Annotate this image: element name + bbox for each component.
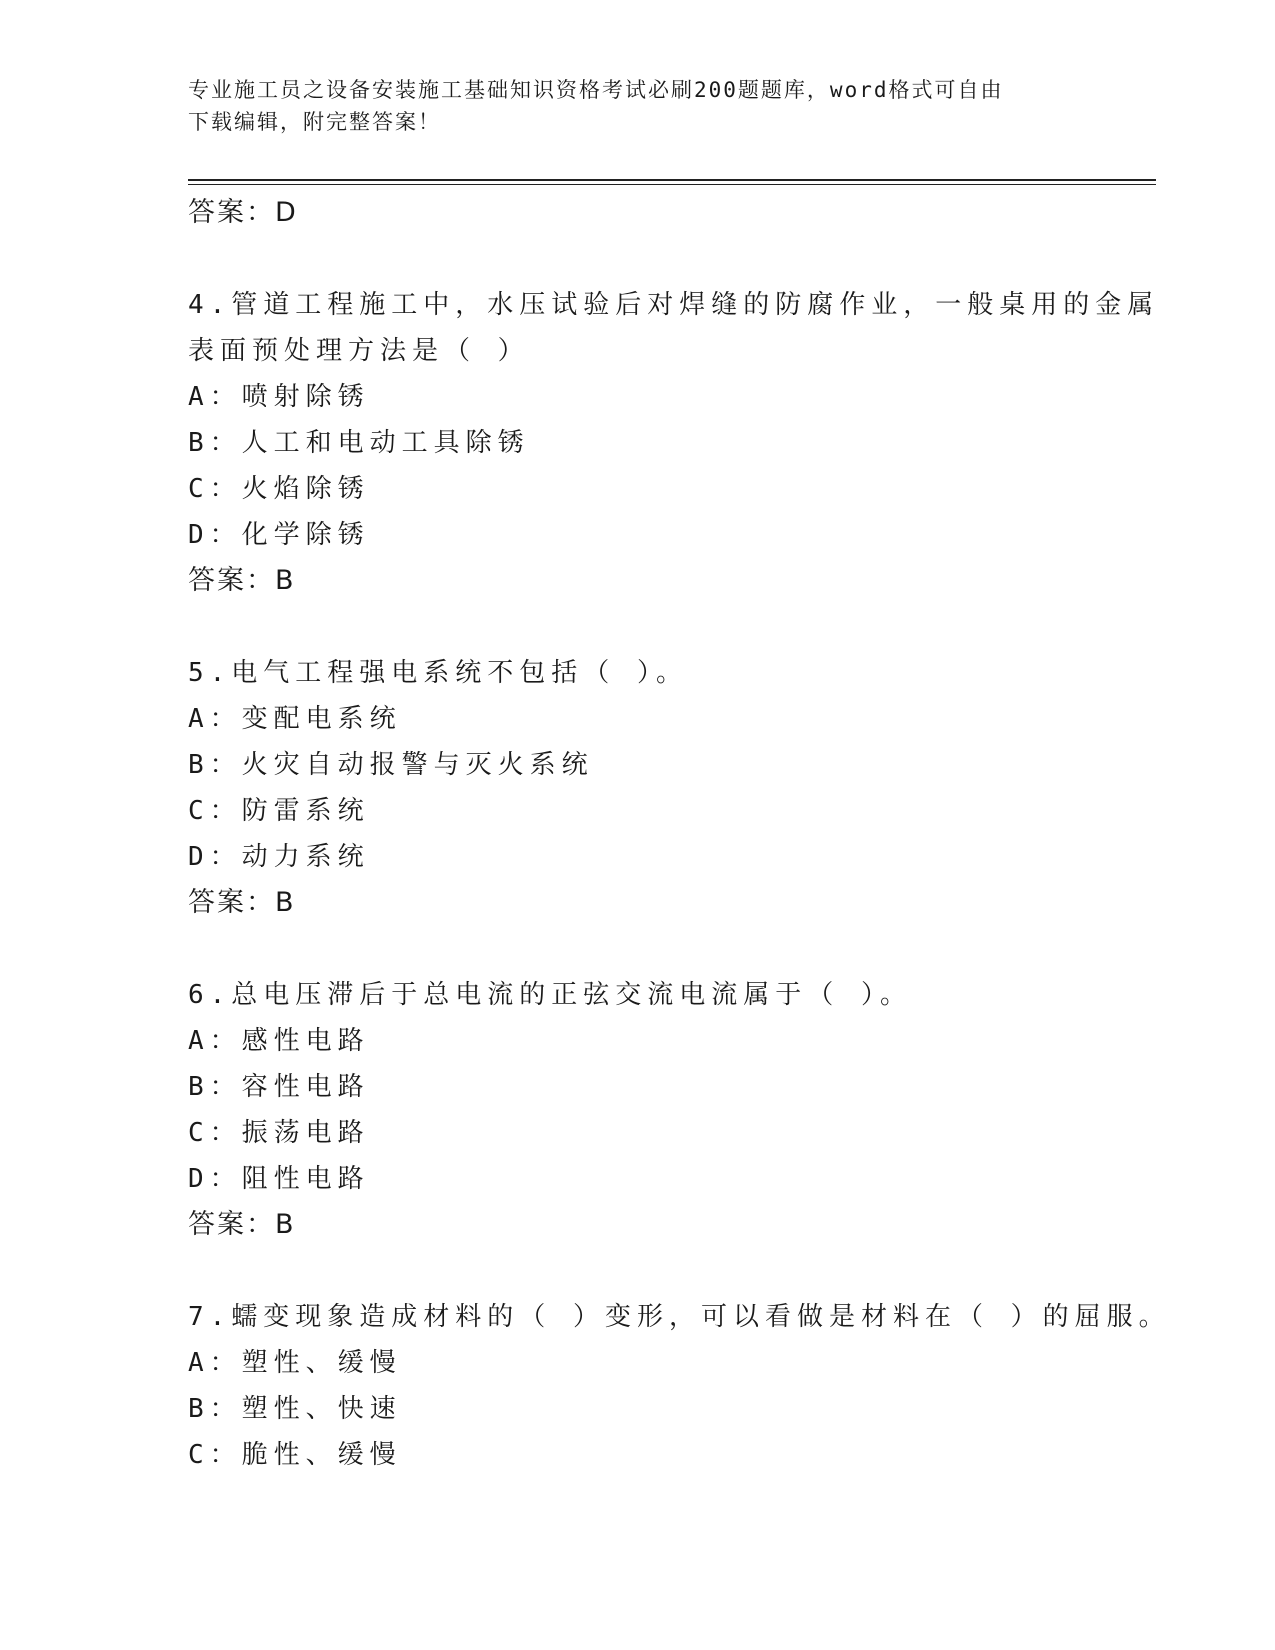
answer: 答案：B <box>188 565 296 596</box>
option-d: D：化学除锈 <box>188 520 370 550</box>
question-stem-line: 4.管道工程施工中，水压试验后对焊缝的防腐作业，一般桌用的金属 <box>188 290 1160 320</box>
question-stem-line: 表面预处理方法是（ ） <box>188 336 530 366</box>
option-a: A：变配电系统 <box>188 704 402 734</box>
question-stem-line: 5.电气工程强电系统不包括（ ）。 <box>188 658 688 688</box>
option-c: C：防雷系统 <box>188 796 370 826</box>
document-header <box>188 74 1088 138</box>
spacer <box>188 236 1088 282</box>
option-b: B：人工和电动工具除锈 <box>188 428 530 458</box>
spacer <box>188 1248 1088 1294</box>
option-d: D：动力系统 <box>188 842 370 872</box>
header-line-2: 下载编辑，附完整答案！ <box>188 110 441 134</box>
option-b: B：容性电路 <box>188 1072 370 1102</box>
question-stem-line: 6.总电压滞后于总电流的正弦交流电流属于（ ）。 <box>188 980 912 1010</box>
question-block <box>188 650 1088 926</box>
option-c: C：火焰除锈 <box>188 474 370 504</box>
document-body <box>188 190 1171 1478</box>
option-c: C：振荡电路 <box>188 1118 370 1148</box>
option-a: A：感性电路 <box>188 1026 370 1056</box>
option-a: A：塑性、缓慢 <box>188 1348 402 1378</box>
spacer <box>188 926 1088 972</box>
answer: 答案：B <box>188 1209 296 1240</box>
option-c: C：脆性、缓慢 <box>188 1440 402 1470</box>
previous-answer: 答案：D <box>188 197 298 228</box>
header-rule-thin <box>188 184 1156 185</box>
spacer <box>188 604 1088 650</box>
header-line-1: 专业施工员之设备安装施工基础知识资格考试必刷200题题库，word格式可自由 <box>188 78 1004 102</box>
option-b: B：塑性、快速 <box>188 1394 402 1424</box>
question-block <box>188 972 1088 1248</box>
question-block <box>188 1294 1171 1478</box>
answer: 答案：B <box>188 887 296 918</box>
question-block <box>188 282 1160 604</box>
header-rule-thick <box>188 179 1156 181</box>
option-a: A：喷射除锈 <box>188 382 370 412</box>
option-b: B：火灾自动报警与灭火系统 <box>188 750 594 780</box>
option-d: D：阻性电路 <box>188 1164 370 1194</box>
question-stem-line: 7.蠕变现象造成材料的（ ）变形，可以看做是材料在（ ）的屈服。 <box>188 1302 1171 1332</box>
